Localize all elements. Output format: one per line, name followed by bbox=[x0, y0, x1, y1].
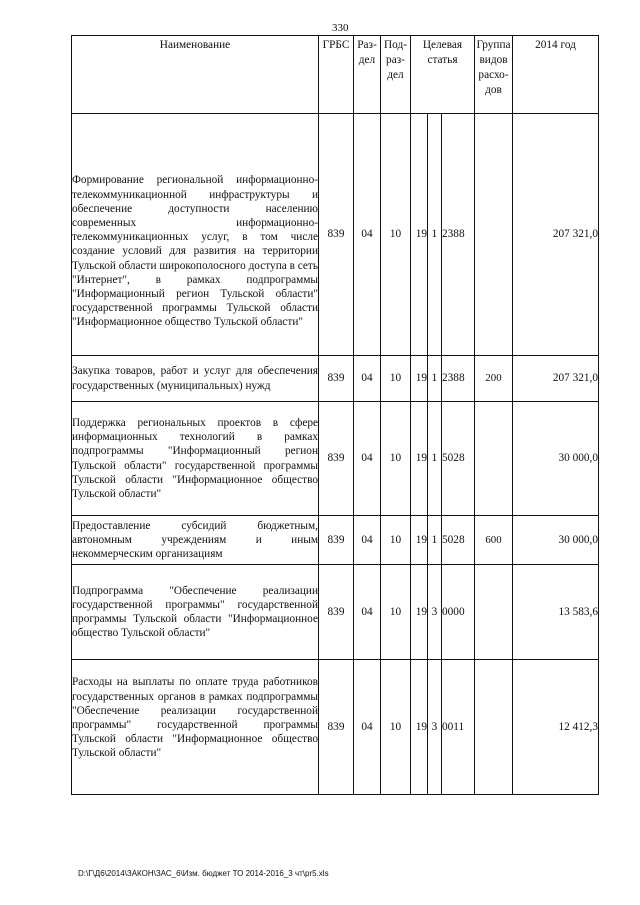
row-amount: 207 321,0 bbox=[513, 356, 599, 402]
row-podrazdel: 10 bbox=[381, 565, 411, 660]
row-target-program: 19 bbox=[411, 565, 428, 660]
row-grbs: 839 bbox=[319, 402, 354, 516]
header-razdel: Раз-дел bbox=[354, 36, 381, 114]
row-razdel: 04 bbox=[354, 516, 381, 565]
row-razdel: 04 bbox=[354, 356, 381, 402]
row-grbs: 839 bbox=[319, 516, 354, 565]
header-row bbox=[72, 36, 599, 114]
row-group bbox=[475, 565, 513, 660]
file-path-footer: D:\Г\Д6\2014\ЗАКОН\ЗАС_6\Изм. бюджет ТО 2014-2016_3 чт\pr5.xls bbox=[78, 869, 329, 878]
header-group: Группа видов расхо-дов bbox=[475, 36, 513, 114]
row-razdel: 04 bbox=[354, 402, 381, 516]
row-name: Формирование региональной информационно-телекоммуникационной инфраструктуры и обеспечение доступности населению современных информационно-телекоммуникационных услуг, в том числе создание условий для развития на территории Тульской области широкополосного доступа в сеть "Интернет", в рамках подпрограммы "Информационный регион Тульской области" государственной программы Тульской области "Информационное общество Тульской области" bbox=[72, 114, 319, 356]
row-target-subprogram: 1 bbox=[428, 356, 442, 402]
row-amount: 207 321,0 bbox=[513, 114, 599, 356]
table-row bbox=[72, 402, 599, 516]
table-row bbox=[72, 660, 599, 795]
row-name: Поддержка региональных проектов в сфере информационных технологий в рамках подпрограммы "Информационный регион Тульской области" государственной программы Тульской области "Информационное общество Тульской области" bbox=[72, 402, 319, 516]
row-podrazdel: 10 bbox=[381, 660, 411, 795]
row-target-subprogram: 1 bbox=[428, 114, 442, 356]
row-target-subprogram: 3 bbox=[428, 660, 442, 795]
row-podrazdel: 10 bbox=[381, 114, 411, 356]
table-row bbox=[72, 114, 599, 356]
row-target-code: 5028 bbox=[442, 402, 475, 516]
row-group bbox=[475, 114, 513, 356]
row-razdel: 04 bbox=[354, 565, 381, 660]
row-target-code: 5028 bbox=[442, 516, 475, 565]
budget-table bbox=[71, 35, 599, 795]
row-grbs: 839 bbox=[319, 565, 354, 660]
header-target: Целевая статья bbox=[411, 36, 475, 114]
row-name: Расходы на выплаты по оплате труда работников государственных органов в рамках подпрограммы "Обеспечение реализации государственной программы" государственной программы Тульской области "Информационное общество Тульской области" bbox=[72, 660, 319, 795]
table-row bbox=[72, 356, 599, 402]
row-grbs: 839 bbox=[319, 114, 354, 356]
row-target-subprogram: 3 bbox=[428, 565, 442, 660]
row-amount: 12 412,3 bbox=[513, 660, 599, 795]
row-target-subprogram: 1 bbox=[428, 402, 442, 516]
row-amount: 13 583,6 bbox=[513, 565, 599, 660]
row-group: 200 bbox=[475, 356, 513, 402]
row-group bbox=[475, 402, 513, 516]
row-target-program: 19 bbox=[411, 402, 428, 516]
row-podrazdel: 10 bbox=[381, 516, 411, 565]
table-row bbox=[72, 565, 599, 660]
row-target-code: 0000 bbox=[442, 565, 475, 660]
row-target-program: 19 bbox=[411, 356, 428, 402]
header-year: 2014 год bbox=[513, 36, 599, 114]
header-name: Наименование bbox=[72, 36, 319, 114]
row-target-subprogram: 1 bbox=[428, 516, 442, 565]
row-group: 600 bbox=[475, 516, 513, 565]
row-target-code: 0011 bbox=[442, 660, 475, 795]
row-grbs: 839 bbox=[319, 356, 354, 402]
page-number: 330 bbox=[332, 22, 349, 34]
row-razdel: 04 bbox=[354, 660, 381, 795]
row-name: Закупка товаров, работ и услуг для обеспечения государственных (муниципальных) нужд bbox=[72, 356, 319, 402]
row-podrazdel: 10 bbox=[381, 356, 411, 402]
header-grbs: ГРБС bbox=[319, 36, 354, 114]
row-target-program: 19 bbox=[411, 114, 428, 356]
row-name: Подпрограмма "Обеспечение реализации государственной программы" государственной программы Тульской области "Информационное общество Тульской области" bbox=[72, 565, 319, 660]
row-name: Предоставление субсидий бюджетным, автономным учреждениям и иным некоммерческим организациям bbox=[72, 516, 319, 565]
row-razdel: 04 bbox=[354, 114, 381, 356]
row-amount: 30 000,0 bbox=[513, 516, 599, 565]
row-amount: 30 000,0 bbox=[513, 402, 599, 516]
row-grbs: 839 bbox=[319, 660, 354, 795]
row-podrazdel: 10 bbox=[381, 402, 411, 516]
row-target-code: 2388 bbox=[442, 114, 475, 356]
table-row bbox=[72, 516, 599, 565]
header-podrazdel: Под-раз-дел bbox=[381, 36, 411, 114]
row-target-program: 19 bbox=[411, 660, 428, 795]
row-target-program: 19 bbox=[411, 516, 428, 565]
row-target-code: 2388 bbox=[442, 356, 475, 402]
row-group bbox=[475, 660, 513, 795]
